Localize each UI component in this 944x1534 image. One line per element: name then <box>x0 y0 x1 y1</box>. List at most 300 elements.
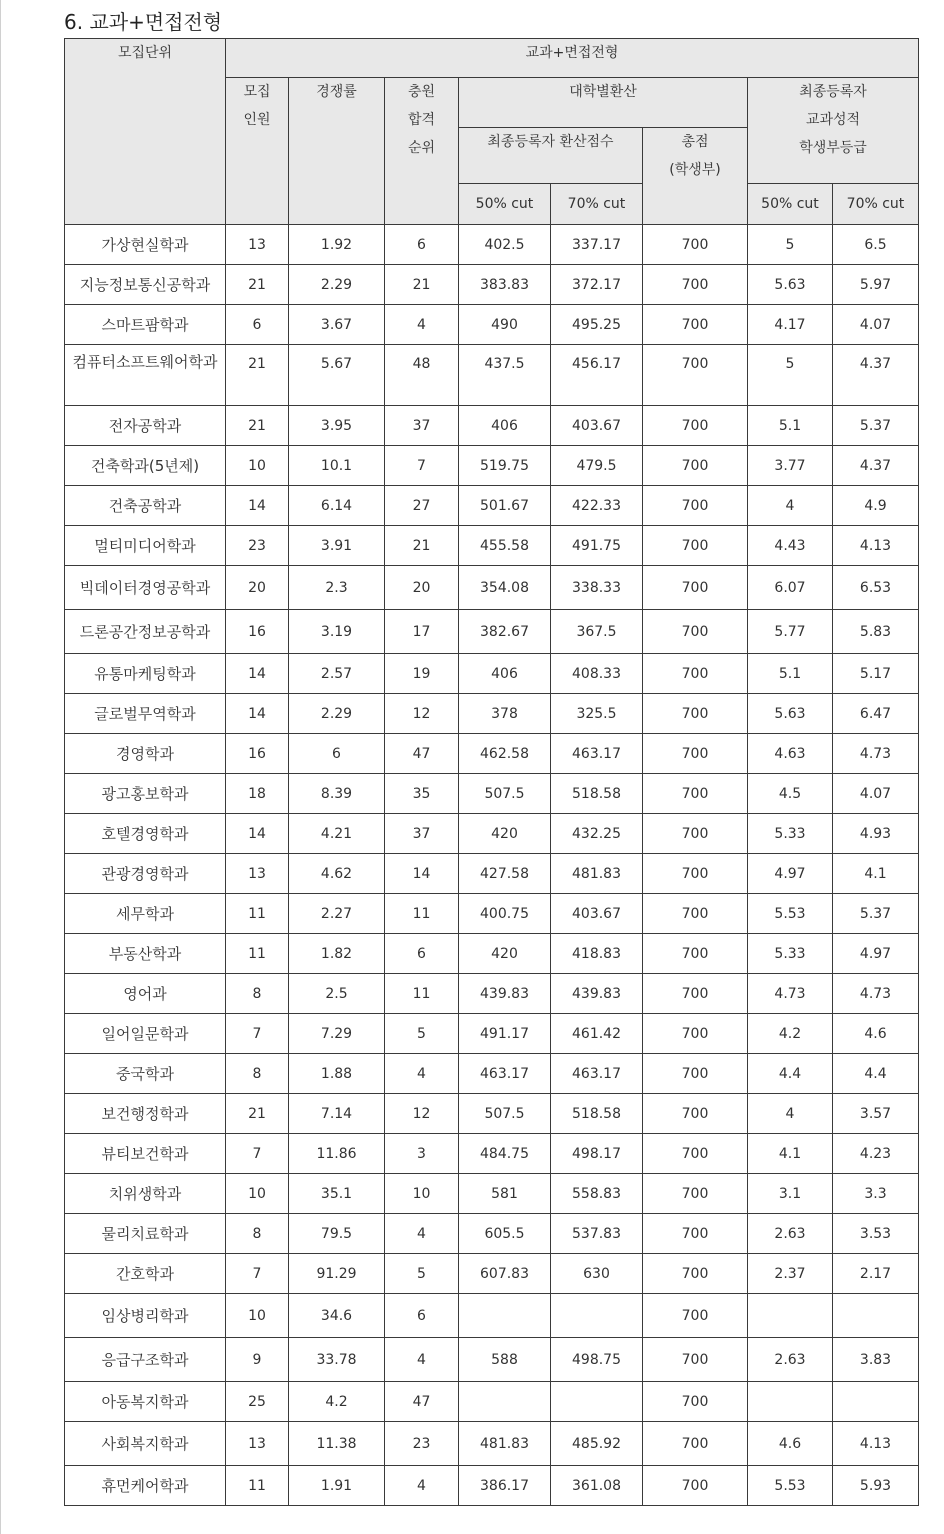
competition-rate-cell: 6.14 <box>289 486 385 526</box>
score-cut70-cell: 630 <box>551 1254 643 1294</box>
total-points-cell: 700 <box>643 486 748 526</box>
grade-cut50-cell: 4.43 <box>748 526 833 566</box>
table-row <box>65 1382 919 1422</box>
total-points-cell: 700 <box>643 265 748 305</box>
competition-rate-cell: 4.21 <box>289 814 385 854</box>
department-name: 지능정보통신공학과 <box>65 265 226 305</box>
quota-cell: 18 <box>226 774 289 814</box>
competition-rate-cell: 3.19 <box>289 610 385 654</box>
grade-cut70-cell: 3.3 <box>833 1174 919 1214</box>
quota-cell: 23 <box>226 526 289 566</box>
department-name: 멀티미디어학과 <box>65 526 226 566</box>
page-left-border <box>0 0 1 1534</box>
competition-rate-cell: 4.2 <box>289 1382 385 1422</box>
score-cut50-cell <box>459 1294 551 1338</box>
quota-cell: 14 <box>226 654 289 694</box>
grade-cut50-cell: 2.63 <box>748 1214 833 1254</box>
score-cut50-cell: 501.67 <box>459 486 551 526</box>
competition-rate-cell: 3.95 <box>289 406 385 446</box>
score-cut70-cell: 495.25 <box>551 305 643 345</box>
score-cut70-cell: 481.83 <box>551 854 643 894</box>
quota-cell: 8 <box>226 1054 289 1094</box>
grade-cut70-cell: 5.17 <box>833 654 919 694</box>
table-row <box>65 305 919 345</box>
score-cut70-cell: 403.67 <box>551 406 643 446</box>
table-row <box>65 265 919 305</box>
quota-cell: 8 <box>226 974 289 1014</box>
grade-cut50-cell: 5.63 <box>748 694 833 734</box>
grade-cut50-cell: 4.63 <box>748 734 833 774</box>
score-cut50-cell: 507.5 <box>459 1094 551 1134</box>
grade-cut50-cell: 4.97 <box>748 854 833 894</box>
waitlist-rank-cell: 6 <box>385 225 459 265</box>
total-points-cell: 700 <box>643 894 748 934</box>
grade-cut50-cell: 5.77 <box>748 610 833 654</box>
grade-cut50-cell: 4 <box>748 1094 833 1134</box>
header-total-points <box>643 128 748 225</box>
score-cut70-cell: 461.42 <box>551 1014 643 1054</box>
quota-cell: 7 <box>226 1254 289 1294</box>
department-name: 관광경영학과 <box>65 854 226 894</box>
quota-cell: 21 <box>226 406 289 446</box>
header-final-registrant-score: 최종등록자 환산점수 <box>459 128 643 184</box>
table-row <box>65 1294 919 1338</box>
score-cut70-cell: 558.83 <box>551 1174 643 1214</box>
competition-rate-cell: 2.29 <box>289 265 385 305</box>
waitlist-rank-cell: 4 <box>385 1466 459 1506</box>
department-name: 가상현실학과 <box>65 225 226 265</box>
score-cut50-cell: 406 <box>459 406 551 446</box>
grade-cut50-cell: 4.6 <box>748 1422 833 1466</box>
total-points-cell: 700 <box>643 1382 748 1422</box>
total-points-cell: 700 <box>643 694 748 734</box>
quota-cell: 11 <box>226 894 289 934</box>
score-cut70-cell: 422.33 <box>551 486 643 526</box>
grade-cut50-cell: 5.53 <box>748 894 833 934</box>
score-cut50-cell: 607.83 <box>459 1254 551 1294</box>
table-row <box>65 694 919 734</box>
table-row <box>65 774 919 814</box>
header-grade-cut70: 70% cut <box>833 184 919 225</box>
score-cut70-cell <box>551 1382 643 1422</box>
competition-rate-cell: 33.78 <box>289 1338 385 1382</box>
grade-cut70-cell: 3.83 <box>833 1338 919 1382</box>
header-conversion: 대학별환산 <box>459 78 748 128</box>
quota-cell: 25 <box>226 1382 289 1422</box>
table-row <box>65 734 919 774</box>
score-cut70-cell: 479.5 <box>551 446 643 486</box>
grade-cut70-cell: 4.07 <box>833 305 919 345</box>
department-name: 유통마케팅학과 <box>65 654 226 694</box>
waitlist-rank-cell: 6 <box>385 934 459 974</box>
department-name: 중국학과 <box>65 1054 226 1094</box>
waitlist-rank-cell: 23 <box>385 1422 459 1466</box>
department-name: 치위생학과 <box>65 1174 226 1214</box>
quota-cell: 11 <box>226 934 289 974</box>
waitlist-rank-cell: 4 <box>385 305 459 345</box>
total-points-cell: 700 <box>643 1174 748 1214</box>
competition-rate-cell: 2.27 <box>289 894 385 934</box>
header-score-cut70: 70% cut <box>551 184 643 225</box>
header-total-points-line2: (학생부) <box>669 162 721 178</box>
department-name: 건축공학과 <box>65 486 226 526</box>
quota-cell: 14 <box>226 814 289 854</box>
score-cut50-cell: 402.5 <box>459 225 551 265</box>
department-name: 아동복지학과 <box>65 1382 226 1422</box>
total-points-cell: 700 <box>643 934 748 974</box>
competition-rate-cell: 11.86 <box>289 1134 385 1174</box>
table-row <box>65 1214 919 1254</box>
grade-cut70-cell: 5.37 <box>833 894 919 934</box>
total-points-cell: 700 <box>643 814 748 854</box>
quota-cell: 16 <box>226 734 289 774</box>
total-points-cell: 700 <box>643 566 748 610</box>
competition-rate-cell: 4.62 <box>289 854 385 894</box>
quota-cell: 16 <box>226 610 289 654</box>
department-name: 호텔경영학과 <box>65 814 226 854</box>
grade-cut70-cell: 3.57 <box>833 1094 919 1134</box>
quota-cell: 7 <box>226 1134 289 1174</box>
score-cut50-cell: 439.83 <box>459 974 551 1014</box>
waitlist-rank-cell: 17 <box>385 610 459 654</box>
grade-cut50-cell: 5.63 <box>748 265 833 305</box>
waitlist-rank-cell: 4 <box>385 1214 459 1254</box>
grade-cut50-cell: 4.73 <box>748 974 833 1014</box>
table-row <box>65 894 919 934</box>
score-cut70-cell: 498.17 <box>551 1134 643 1174</box>
quota-cell: 14 <box>226 486 289 526</box>
score-cut70-cell: 463.17 <box>551 734 643 774</box>
quota-cell: 21 <box>226 345 289 406</box>
total-points-cell: 700 <box>643 1134 748 1174</box>
grade-cut50-cell: 3.77 <box>748 446 833 486</box>
grade-cut50-cell: 4.5 <box>748 774 833 814</box>
waitlist-rank-cell: 19 <box>385 654 459 694</box>
header-competition: 경쟁률 <box>289 78 385 225</box>
table-row <box>65 566 919 610</box>
table-row <box>65 654 919 694</box>
grade-cut50-cell: 4.4 <box>748 1054 833 1094</box>
quota-cell: 13 <box>226 1422 289 1466</box>
waitlist-rank-cell: 5 <box>385 1254 459 1294</box>
total-points-cell: 700 <box>643 734 748 774</box>
department-name: 뷰티보건학과 <box>65 1134 226 1174</box>
department-name: 드론공간정보공학과 <box>65 610 226 654</box>
department-name: 응급구조학과 <box>65 1338 226 1382</box>
competition-rate-cell: 1.88 <box>289 1054 385 1094</box>
grade-cut70-cell: 5.93 <box>833 1466 919 1506</box>
competition-rate-cell: 6 <box>289 734 385 774</box>
score-cut50-cell: 400.75 <box>459 894 551 934</box>
competition-rate-cell: 7.29 <box>289 1014 385 1054</box>
grade-cut70-cell: 4.23 <box>833 1134 919 1174</box>
total-points-cell: 700 <box>643 1014 748 1054</box>
total-points-cell: 700 <box>643 1294 748 1338</box>
score-cut50-cell: 491.17 <box>459 1014 551 1054</box>
quota-cell: 10 <box>226 446 289 486</box>
total-points-cell: 700 <box>643 1466 748 1506</box>
header-waitlist-line3: 순위 <box>407 140 436 156</box>
total-points-cell: 700 <box>643 1254 748 1294</box>
table-row <box>65 1174 919 1214</box>
total-points-cell: 700 <box>643 225 748 265</box>
grade-cut50-cell: 4.17 <box>748 305 833 345</box>
waitlist-rank-cell: 3 <box>385 1134 459 1174</box>
quota-cell: 6 <box>226 305 289 345</box>
grade-cut70-cell: 4.97 <box>833 934 919 974</box>
header-grade <box>748 78 919 184</box>
score-cut50-cell: 484.75 <box>459 1134 551 1174</box>
competition-rate-cell: 8.39 <box>289 774 385 814</box>
score-cut50-cell: 519.75 <box>459 446 551 486</box>
total-points-cell: 700 <box>643 974 748 1014</box>
score-cut50-cell: 507.5 <box>459 774 551 814</box>
score-cut70-cell: 337.17 <box>551 225 643 265</box>
department-name: 광고홍보학과 <box>65 774 226 814</box>
table-row <box>65 1054 919 1094</box>
score-cut50-cell: 406 <box>459 654 551 694</box>
grade-cut70-cell: 3.53 <box>833 1214 919 1254</box>
waitlist-rank-cell: 21 <box>385 526 459 566</box>
score-cut70-cell: 408.33 <box>551 654 643 694</box>
waitlist-rank-cell: 11 <box>385 894 459 934</box>
department-name: 간호학과 <box>65 1254 226 1294</box>
table-row <box>65 854 919 894</box>
department-name: 전자공학과 <box>65 406 226 446</box>
header-grade-cut50: 50% cut <box>748 184 833 225</box>
grade-cut70-cell: 5.83 <box>833 610 919 654</box>
score-cut70-cell: 463.17 <box>551 1054 643 1094</box>
grade-cut50-cell: 4.1 <box>748 1134 833 1174</box>
score-cut50-cell: 420 <box>459 934 551 974</box>
competition-rate-cell: 11.38 <box>289 1422 385 1466</box>
grade-cut70-cell: 4.4 <box>833 1054 919 1094</box>
table-body <box>65 225 919 1506</box>
waitlist-rank-cell: 12 <box>385 694 459 734</box>
grade-cut50-cell <box>748 1294 833 1338</box>
table-row <box>65 406 919 446</box>
grade-cut70-cell: 4.9 <box>833 486 919 526</box>
department-name: 휴먼케어학과 <box>65 1466 226 1506</box>
waitlist-rank-cell: 48 <box>385 345 459 406</box>
competition-rate-cell: 3.67 <box>289 305 385 345</box>
waitlist-rank-cell: 10 <box>385 1174 459 1214</box>
score-cut70-cell: 338.33 <box>551 566 643 610</box>
competition-rate-cell: 2.29 <box>289 694 385 734</box>
score-cut70-cell: 367.5 <box>551 610 643 654</box>
department-name: 일어일문학과 <box>65 1014 226 1054</box>
header-waitlist <box>385 78 459 225</box>
score-cut70-cell: 432.25 <box>551 814 643 854</box>
quota-cell: 13 <box>226 225 289 265</box>
quota-cell: 8 <box>226 1214 289 1254</box>
waitlist-rank-cell: 47 <box>385 734 459 774</box>
grade-cut50-cell: 6.07 <box>748 566 833 610</box>
table-row <box>65 1422 919 1466</box>
grade-cut50-cell: 2.63 <box>748 1338 833 1382</box>
grade-cut70-cell: 4.73 <box>833 734 919 774</box>
waitlist-rank-cell: 4 <box>385 1338 459 1382</box>
competition-rate-cell: 1.92 <box>289 225 385 265</box>
department-name: 영어과 <box>65 974 226 1014</box>
table-row <box>65 934 919 974</box>
score-cut50-cell: 462.58 <box>459 734 551 774</box>
grade-cut50-cell: 5.1 <box>748 654 833 694</box>
grade-cut50-cell: 4.2 <box>748 1014 833 1054</box>
waitlist-rank-cell: 4 <box>385 1054 459 1094</box>
quota-cell: 10 <box>226 1294 289 1338</box>
grade-cut70-cell: 4.73 <box>833 974 919 1014</box>
competition-rate-cell: 2.3 <box>289 566 385 610</box>
score-cut50-cell: 581 <box>459 1174 551 1214</box>
table-row <box>65 345 919 406</box>
waitlist-rank-cell: 21 <box>385 265 459 305</box>
quota-cell: 11 <box>226 1466 289 1506</box>
header-grade-line1: 최종등록자 <box>799 84 867 100</box>
grade-cut50-cell: 5.53 <box>748 1466 833 1506</box>
quota-cell: 21 <box>226 265 289 305</box>
department-name: 사회복지학과 <box>65 1422 226 1466</box>
score-cut70-cell: 485.92 <box>551 1422 643 1466</box>
competition-rate-cell: 2.57 <box>289 654 385 694</box>
table-row <box>65 225 919 265</box>
score-cut50-cell: 383.83 <box>459 265 551 305</box>
grade-cut70-cell: 4.13 <box>833 526 919 566</box>
competition-rate-cell: 1.82 <box>289 934 385 974</box>
score-cut70-cell: 403.67 <box>551 894 643 934</box>
score-cut50-cell: 427.58 <box>459 854 551 894</box>
table-row <box>65 610 919 654</box>
header-quota-line2: 인원 <box>243 112 271 128</box>
total-points-cell: 700 <box>643 654 748 694</box>
score-cut50-cell: 605.5 <box>459 1214 551 1254</box>
table-row <box>65 1466 919 1506</box>
score-cut70-cell: 325.5 <box>551 694 643 734</box>
grade-cut70-cell <box>833 1382 919 1422</box>
grade-cut50-cell: 5.1 <box>748 406 833 446</box>
waitlist-rank-cell: 37 <box>385 406 459 446</box>
waitlist-rank-cell: 5 <box>385 1014 459 1054</box>
score-cut70-cell <box>551 1294 643 1338</box>
department-name: 빅데이터경영공학과 <box>65 566 226 610</box>
total-points-cell: 700 <box>643 1214 748 1254</box>
quota-cell: 20 <box>226 566 289 610</box>
department-name: 건축학과(5년제) <box>65 446 226 486</box>
waitlist-rank-cell: 47 <box>385 1382 459 1422</box>
grade-cut70-cell: 4.07 <box>833 774 919 814</box>
grade-cut70-cell: 4.93 <box>833 814 919 854</box>
quota-cell: 9 <box>226 1338 289 1382</box>
quota-cell: 14 <box>226 694 289 734</box>
header-quota <box>226 78 289 225</box>
header-grade-line2: 교과성적 <box>805 112 861 128</box>
table-row <box>65 814 919 854</box>
grade-cut50-cell: 5 <box>748 225 833 265</box>
total-points-cell: 700 <box>643 854 748 894</box>
total-points-cell: 700 <box>643 446 748 486</box>
grade-cut70-cell: 4.1 <box>833 854 919 894</box>
grade-cut50-cell: 5.33 <box>748 934 833 974</box>
header-waitlist-line1: 충원 <box>407 84 436 100</box>
score-cut50-cell: 437.5 <box>459 345 551 406</box>
waitlist-rank-cell: 6 <box>385 1294 459 1338</box>
header-score-cut50: 50% cut <box>459 184 551 225</box>
department-name: 컴퓨터소프트웨어학과 <box>65 345 226 406</box>
score-cut70-cell: 361.08 <box>551 1466 643 1506</box>
score-cut50-cell <box>459 1382 551 1422</box>
score-cut70-cell: 498.75 <box>551 1338 643 1382</box>
quota-cell: 13 <box>226 854 289 894</box>
total-points-cell: 700 <box>643 305 748 345</box>
waitlist-rank-cell: 35 <box>385 774 459 814</box>
grade-cut70-cell: 4.13 <box>833 1422 919 1466</box>
header-unit: 모집단위 <box>65 39 226 225</box>
table-row <box>65 1094 919 1134</box>
header-group: 교과+면접전형 <box>226 39 919 78</box>
grade-cut50-cell <box>748 1382 833 1422</box>
grade-cut50-cell: 2.37 <box>748 1254 833 1294</box>
table-header <box>65 39 919 225</box>
score-cut50-cell: 455.58 <box>459 526 551 566</box>
score-cut50-cell: 354.08 <box>459 566 551 610</box>
total-points-cell: 700 <box>643 610 748 654</box>
admissions-results-table <box>64 38 919 1506</box>
total-points-cell: 700 <box>643 1338 748 1382</box>
score-cut50-cell: 382.67 <box>459 610 551 654</box>
waitlist-rank-cell: 27 <box>385 486 459 526</box>
department-name: 경영학과 <box>65 734 226 774</box>
score-cut50-cell: 463.17 <box>459 1054 551 1094</box>
competition-rate-cell: 2.5 <box>289 974 385 1014</box>
quota-cell: 7 <box>226 1014 289 1054</box>
grade-cut50-cell: 5 <box>748 345 833 406</box>
grade-cut70-cell: 2.17 <box>833 1254 919 1294</box>
department-name: 물리치료학과 <box>65 1214 226 1254</box>
competition-rate-cell: 5.67 <box>289 345 385 406</box>
total-points-cell: 700 <box>643 526 748 566</box>
grade-cut70-cell <box>833 1294 919 1338</box>
table-row <box>65 1254 919 1294</box>
total-points-cell: 700 <box>643 1094 748 1134</box>
waitlist-rank-cell: 12 <box>385 1094 459 1134</box>
waitlist-rank-cell: 20 <box>385 566 459 610</box>
table-row <box>65 446 919 486</box>
waitlist-rank-cell: 14 <box>385 854 459 894</box>
competition-rate-cell: 35.1 <box>289 1174 385 1214</box>
department-name: 스마트팜학과 <box>65 305 226 345</box>
score-cut50-cell: 386.17 <box>459 1466 551 1506</box>
waitlist-rank-cell: 7 <box>385 446 459 486</box>
competition-rate-cell: 34.6 <box>289 1294 385 1338</box>
score-cut70-cell: 418.83 <box>551 934 643 974</box>
grade-cut70-cell: 6.53 <box>833 566 919 610</box>
competition-rate-cell: 79.5 <box>289 1214 385 1254</box>
score-cut50-cell: 481.83 <box>459 1422 551 1466</box>
header-waitlist-line2: 합격 <box>407 112 436 128</box>
grade-cut70-cell: 5.97 <box>833 265 919 305</box>
grade-cut70-cell: 4.6 <box>833 1014 919 1054</box>
total-points-cell: 700 <box>643 1054 748 1094</box>
competition-rate-cell: 1.91 <box>289 1466 385 1506</box>
score-cut70-cell: 372.17 <box>551 265 643 305</box>
waitlist-rank-cell: 11 <box>385 974 459 1014</box>
table-row <box>65 1014 919 1054</box>
score-cut50-cell: 490 <box>459 305 551 345</box>
department-name: 보건행정학과 <box>65 1094 226 1134</box>
department-name: 세무학과 <box>65 894 226 934</box>
grade-cut50-cell: 4 <box>748 486 833 526</box>
header-grade-line3: 학생부등급 <box>799 140 867 156</box>
